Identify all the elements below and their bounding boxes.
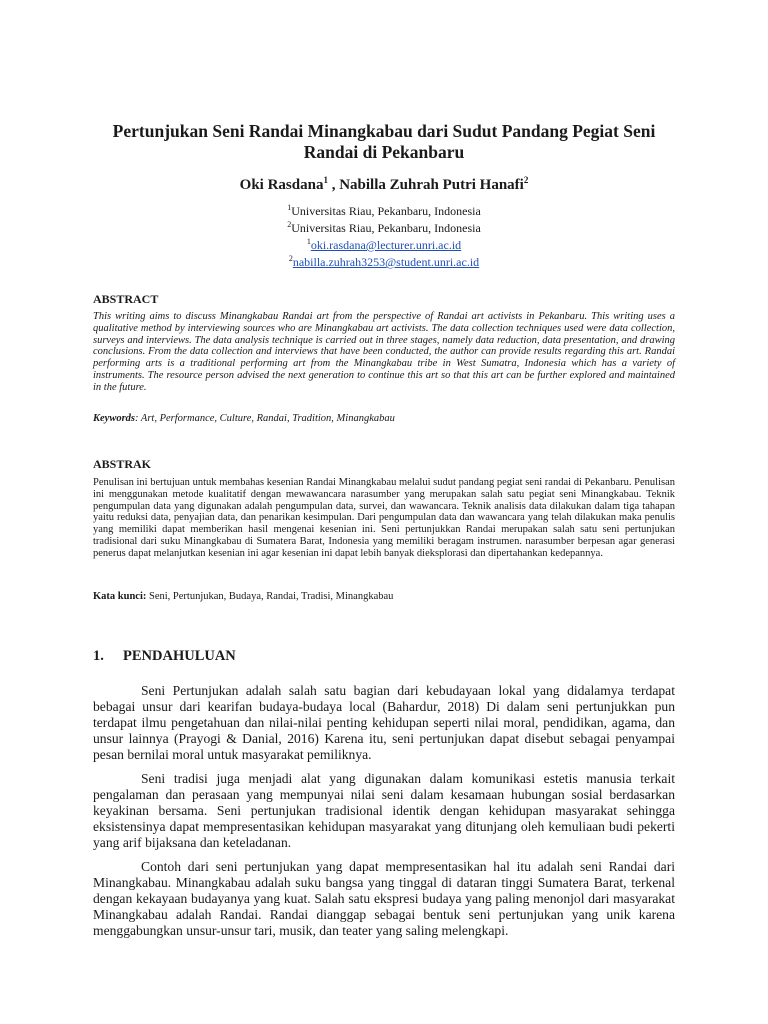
author-list — [80, 171, 688, 194]
paper-title — [80, 121, 688, 163]
paragraph-1: Seni Pertunjukan adalah salah satu bagian dari kebudayaan lokal yang didalamya terdapat bebagai unsur dari kearifan budaya-budaya local (Bahardur, 2018) Di dalam seni pertunjukkan pun terdapat ilmu pengetahuan dan nilai-nilai penting kehidupan seperti nilai moral, pendidikan, agama, dan unsur lainnya (Prayogi & Danial, 2016) Karena itu, seni pertunjukan dapat disebut sebagai penyampai pesan bernilai moral untuk masyarakat pemiliknya. — [93, 683, 675, 763]
email-2-link[interactable]: nabilla.zuhrah3253@student.unri.ac.id — [292, 255, 480, 269]
kata-kunci-text: Seni, Pertunjukan, Budaya, Randai, Tradisi, Minangkabau — [146, 591, 394, 602]
email-2-marker: 2 — [288, 254, 293, 263]
email-2 — [80, 252, 688, 269]
paragraph-3: Contoh dari seni pertunjukan yang dapat mempresentasikan hal itu adalah seni Randai dari Minangkabau. Minangkabau adalah suku bangsa yang tinggal di dataran tinggi Sumatera Barat, terkenal dengan kekayaan budayanya yang kuat. Salah satu ekspresi budaya yang paling menonjol dari masyarakat Minangkabau adalah Randai. Randai dianggap sebagai bentuk seni pertunjukan yang unik karena menggabungkan unsur-unsur tari, musik, dan teater yang saling melengkapi. — [93, 859, 675, 939]
affiliation-1-marker: 1 — [287, 203, 292, 212]
affiliations — [80, 201, 688, 269]
affiliation-2-text: Universitas Riau, Pekanbaru, Indonesia — [291, 221, 481, 235]
keywords — [93, 413, 675, 425]
author-1-name: Oki Rasdana — [239, 177, 324, 193]
paper-title-line-1: Pertunjukan Seni Randai Minangkabau dari Sudut Pandang Pegiat Seni — [112, 121, 656, 141]
abstrak-body: Penulisan ini bertujuan untuk membahas kesenian Randai Minangkabau melalui sudut pandang pegiat seni randai di Pekanbaru. Penulisan ini menggunakan metode kualitatif dengan mewawancara narasumber yang merupakan salah satu pegiat seni Minangkabau. Teknik pengumpulan data yang digunakan adalah pengumpulan data, survei, dan wawancara. Teknik analisis data dilakukan dalam tiga tahapan yaitu reduksi data, penyajian data, dan penarikan kesimpulan. Dari pengumpulan data dan wawancara yang telah dilakukan maka penulis yang memiliki dapat memberikan hasil mengenai kesenian ini. Seni pertunjukkan Randai merupakan salah satu seni pertunjukan tradisional dari suku Minangkabau di Sumatera Barat, Indonesia yang memiliki beragam instrumen. narasumber berpesan agar generasi penerus dapat melanjutkan kesenian ini agar kesenian ini dapat lebih banyak dieksplorasi dan dipertahankan kedepannya. — [93, 477, 675, 559]
abstrak-heading: ABSTRAK — [93, 457, 152, 471]
section-1-heading — [93, 648, 236, 665]
author-2-name: Nabilla Zuhrah Putri Hanafi — [339, 177, 524, 193]
abstract-body: This writing aims to discuss Minangkabau Randai art from the perspective of Randai art activists in Pekanbaru. This writing uses a qualitative method by interviewing sources who are Minangkabau art activists. The data collection techniques used were data collection, surveys and interviews. The data analysis technique is carried out in three stages, namely data reduction, data presentation, and drawing conclusions. From the data collection and interviews that have been conducted, the author can provide results regarding this art. Randai performing arts is a traditional performing art from the Minangkabau tribe in West Sumatra, Indonesia which has a variety of instruments. The resource person advised the next generation to continue this art so that this art can be further explored and maintained in the future. — [93, 311, 675, 393]
affiliation-2 — [80, 218, 688, 235]
paragraph-2: Seni tradisi juga menjadi alat yang digunakan dalam komunikasi estetis manusia terkait pengalaman dan perasaan yang mempunyai nilai seni dalam kesamaan hubungan sosial berdasarkan keyakinan bersama. Seni pertunjukan tradisional identik dengan kehidupan masyarakat sehingga eksistensinya dapat mempresentasikan kehidupan masyarakat yang ditunjang oleh kemuliaan budi pekerti yang arif bijaksana dan keteladanan. — [93, 771, 675, 851]
keywords-text: : Art, Performance, Culture, Randai, Tradition, Minangkabau — [135, 413, 395, 424]
email-1-link[interactable]: oki.rasdana@lecturer.unri.ac.id — [310, 238, 462, 252]
keywords-label: Keywords — [93, 413, 135, 424]
affiliation-2-marker: 2 — [287, 220, 292, 229]
section-1-title: PENDAHULUAN — [123, 648, 236, 664]
author-separator: , — [327, 177, 340, 193]
abstract-heading: ABSTRACT — [93, 292, 159, 306]
section-1-number: 1. — [93, 648, 104, 664]
author-2-affiliation-marker: 2 — [523, 175, 529, 185]
affiliation-1-text: Universitas Riau, Pekanbaru, Indonesia — [291, 204, 481, 218]
email-1-marker: 1 — [306, 237, 311, 246]
author-1-affiliation-marker: 1 — [323, 175, 328, 185]
paper-title-line-2: Randai di Pekanbaru — [303, 142, 465, 162]
affiliation-1 — [80, 201, 688, 218]
kata-kunci — [93, 591, 675, 603]
email-1 — [80, 235, 688, 252]
kata-kunci-label: Kata kunci: — [93, 591, 147, 602]
